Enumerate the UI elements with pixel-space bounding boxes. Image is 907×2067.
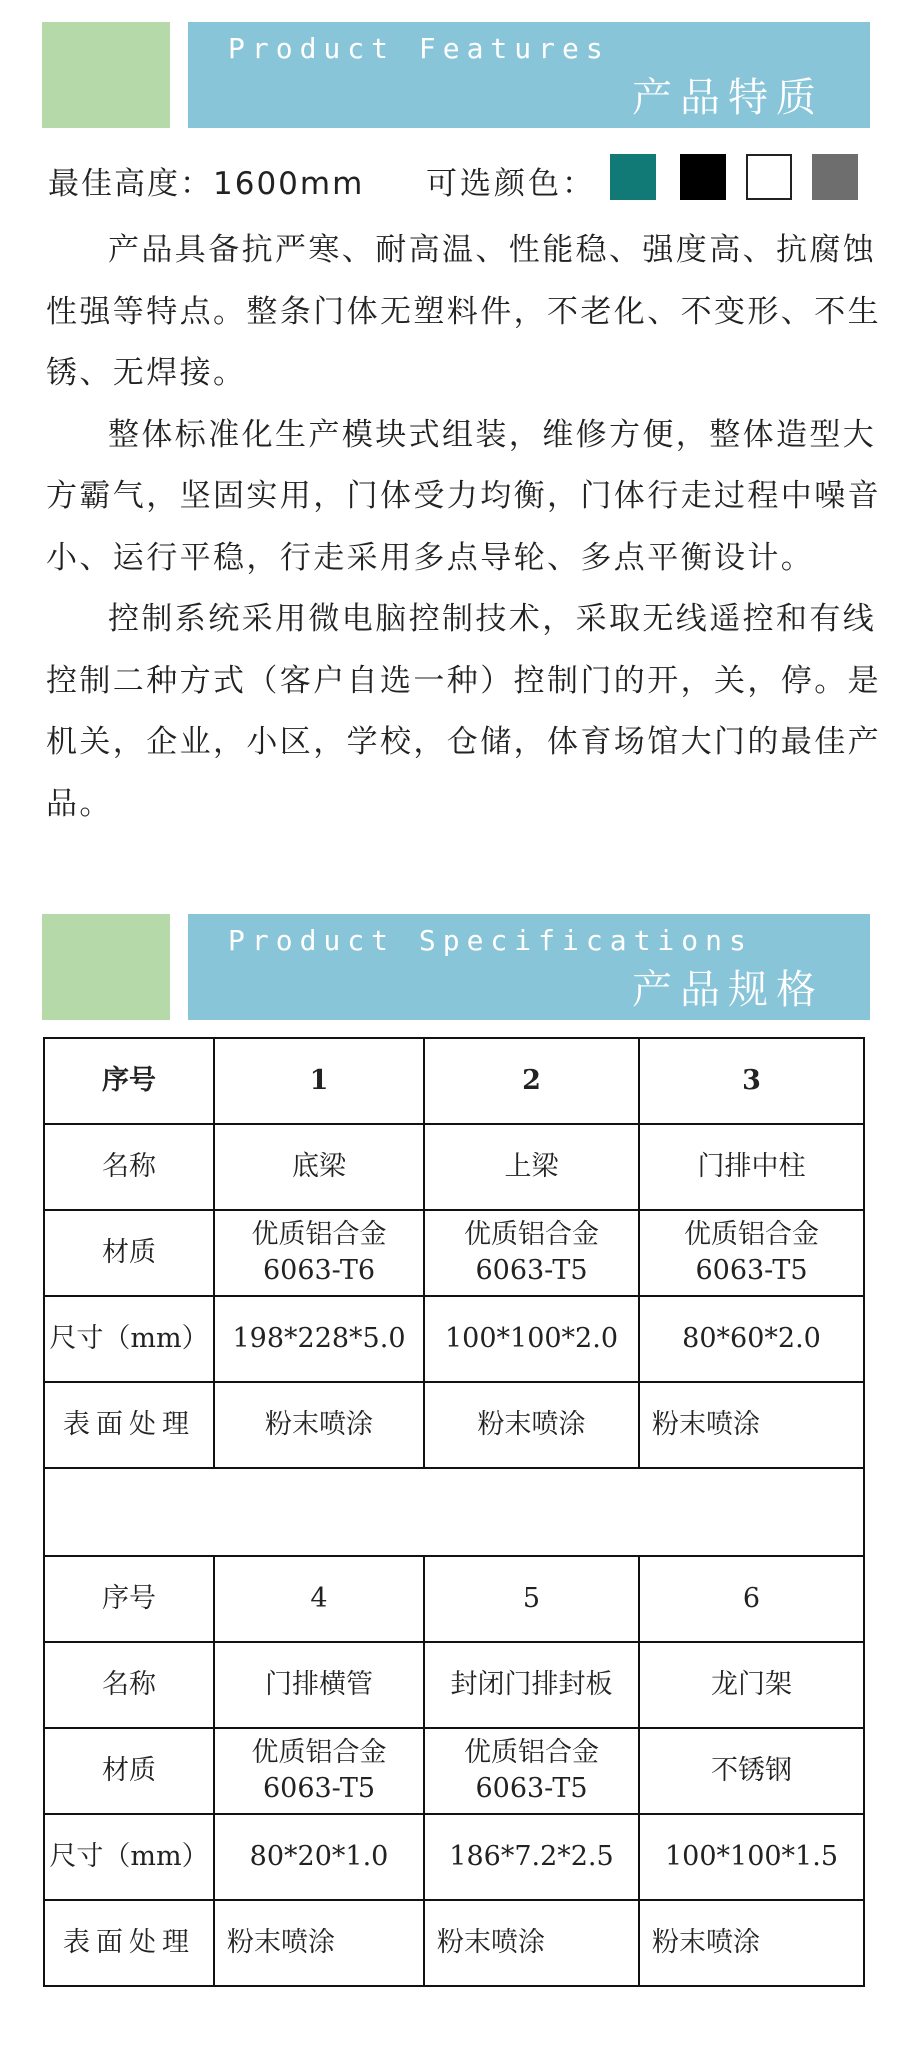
material-label: 材质 [44, 1210, 214, 1296]
material-label: 材质 [44, 1728, 214, 1814]
feature-paragraph: 产品具备抗严寒、耐高温、性能稳、强度高、抗腐蚀性强等特点。整条门体无塑料件，不老化、不变形、不生锈、无焊接。 [46, 232, 881, 391]
name-label: 名称 [44, 1124, 214, 1210]
feature-paragraph: 整体标准化生产模块式组装，维修方便，整体造型大方霸气，坚固实用，门体受力均衡，门体行走过程中噪音小、运行平稳，行走采用多点导轮、多点平衡设计。 [46, 416, 881, 576]
surface-label: 表面处理 [44, 1900, 214, 1986]
material-grade: 6063-T5 [475, 1255, 588, 1286]
header-accent-block [42, 914, 170, 1020]
item-size: 198*228*5.0 [214, 1296, 424, 1382]
item-material: 不锈钢 [639, 1728, 864, 1814]
best-height: 最佳高度：1600mm [48, 166, 365, 202]
color-options-label: 可选颜色： [426, 166, 596, 202]
item-name: 封闭门排封板 [424, 1642, 639, 1728]
item-material [214, 1210, 424, 1296]
header-accent-block [42, 22, 170, 128]
material-grade: 6063-T5 [262, 1773, 376, 1804]
table-row [44, 1296, 864, 1382]
item-name: 门排横管 [214, 1642, 424, 1728]
color-swatch-gray [812, 154, 858, 200]
features-title-en: Product Features [228, 32, 610, 65]
item-index: 1 [214, 1038, 424, 1124]
feature-description [46, 220, 882, 835]
material-type: 优质铝合金 [464, 1218, 599, 1250]
item-size: 186*7.2*2.5 [424, 1814, 639, 1900]
table-row [44, 1038, 864, 1124]
table-row [44, 1900, 864, 1986]
item-index: 5 [424, 1556, 639, 1642]
specs-title-en: Product Specifications [228, 924, 753, 957]
material-type: 优质铝合金 [684, 1218, 819, 1250]
item-size: 100*100*2.0 [424, 1296, 639, 1382]
item-name: 门排中柱 [639, 1124, 864, 1210]
item-name: 底梁 [214, 1124, 424, 1210]
material-type: 优质铝合金 [251, 1218, 387, 1250]
item-surface: 粉末喷涂 [639, 1900, 864, 1986]
color-swatch-black [680, 154, 726, 200]
material-type: 优质铝合金 [464, 1736, 599, 1768]
color-swatch-teal [610, 154, 656, 200]
size-label: 尺寸（mm） [44, 1814, 214, 1900]
item-index: 4 [214, 1556, 424, 1642]
feature-paragraph: 控制系统采用微电脑控制技术，采取无线遥控和有线控制二种方式（客户自选一种）控制门的开，关，停。是机关，企业，小区，学校，仓储，体育场馆大门的最佳产品。 [46, 601, 881, 822]
header-banner [188, 914, 870, 1020]
height-color-info [48, 154, 868, 204]
table-row [44, 1382, 864, 1468]
specs-section-header [42, 914, 870, 1020]
table-row [44, 1814, 864, 1900]
item-surface: 粉末喷涂 [214, 1900, 424, 1986]
item-surface: 粉末喷涂 [424, 1900, 639, 1986]
item-index: 6 [639, 1556, 864, 1642]
material-type: 优质铝合金 [251, 1736, 387, 1768]
table-row [44, 1642, 864, 1728]
table-spacer-row [44, 1468, 864, 1556]
spec-table [43, 1037, 865, 1987]
table-row [44, 1556, 864, 1642]
item-material [424, 1728, 639, 1814]
table-row [44, 1728, 864, 1814]
size-label: 尺寸（mm） [44, 1296, 214, 1382]
surface-label: 表面处理 [44, 1382, 214, 1468]
specs-title-zh: 产品规格 [632, 967, 824, 1013]
item-material [424, 1210, 639, 1296]
item-material [639, 1210, 864, 1296]
index-label: 序号 [44, 1556, 214, 1642]
material-grade: 6063-T6 [262, 1255, 376, 1286]
table-row [44, 1210, 864, 1296]
item-size: 80*20*1.0 [214, 1814, 424, 1900]
empty-cell [44, 1468, 864, 1556]
item-index: 3 [639, 1038, 864, 1124]
features-title-zh: 产品特质 [632, 75, 824, 121]
material-grade: 6063-T5 [475, 1773, 588, 1804]
item-surface: 粉末喷涂 [214, 1382, 424, 1468]
item-material [214, 1728, 424, 1814]
color-swatch-white [746, 154, 792, 200]
index-label: 序号 [44, 1038, 214, 1124]
item-surface: 粉末喷涂 [639, 1382, 864, 1468]
header-banner [188, 22, 870, 128]
features-section-header [42, 22, 870, 128]
item-size: 100*100*1.5 [639, 1814, 864, 1900]
item-name: 上梁 [424, 1124, 639, 1210]
item-index: 2 [424, 1038, 639, 1124]
item-surface: 粉末喷涂 [424, 1382, 639, 1468]
table-row [44, 1124, 864, 1210]
item-name: 龙门架 [639, 1642, 864, 1728]
material-grade: 6063-T5 [695, 1255, 808, 1286]
name-label: 名称 [44, 1642, 214, 1728]
item-size: 80*60*2.0 [639, 1296, 864, 1382]
